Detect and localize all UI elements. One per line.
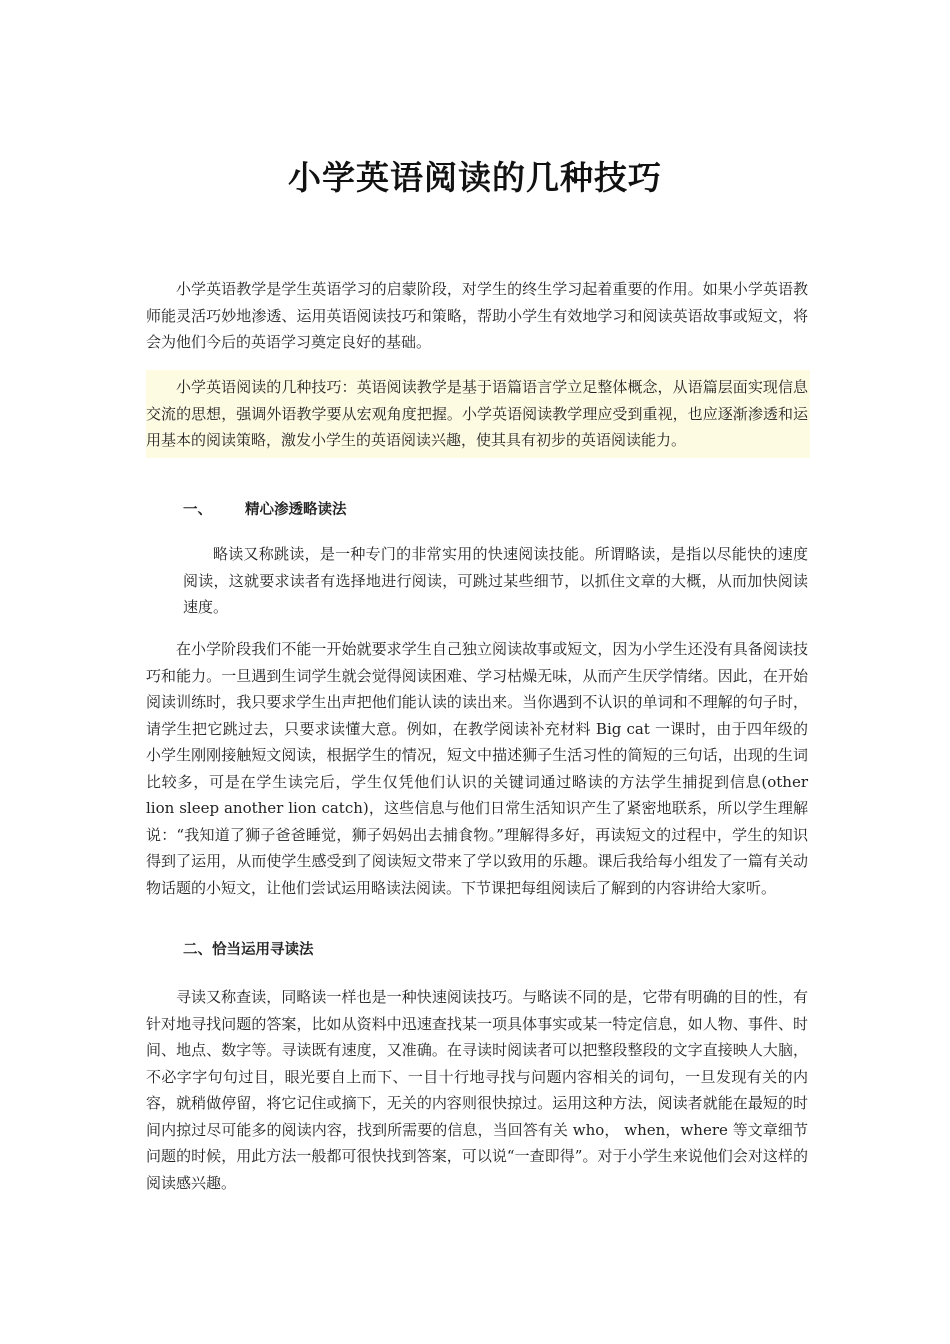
section1-definition: 略读又称跳读，是一种专门的非常实用的快速阅读技能。所谓略读，是指以尽能快的速度阅读，这就要求读者有选择地进行阅读，可跳过某些细节，以抓住文章的大概，从而加快阅读速度。 <box>183 545 808 616</box>
intro-paragraph: 小学英语教学是学生英语学习的启蒙阶段，对学生的终生学习起着重要的作用。如果小学英语教师能灵活巧妙地渗透、运用英语阅读技巧和策略，帮助小学生有效地学习和阅读英语故事或短文，将会为他们今后的英语学习奠定良好的基础。 <box>146 280 808 351</box>
document-title: 小学英语阅读的几种技巧 <box>288 158 662 197</box>
section1-body: 在小学阶段我们不能一开始就要求学生自己独立阅读故事或短文，因为小学生还没有具备阅读技巧和能力。一旦遇到生词学生就会觉得阅读困难、学习枯燥无味，从而产生厌学情绪。因此，在开始阅读训练时，我只要求学生出声把他们能认读的读出来。当你遇到不认识的单词和不理解的句子时，请学生把它跳过去，只要求读懂大意。例如，在教学阅读补充材料 Big cat 一课时，由于四年级的小学生刚刚接触短文阅读，根据学生的情况，短文中描述狮子生活习性的简短的三句话，出现的生词比较多，可是在学生读完后，学生仅凭他们认识的关键词通过略读的方法学生捕捉到信息(other lion sleep another lion catch)，这些信息与他们日常生活知识产生了紧密地联系，所以学生理解说：“我知道了狮子爸爸睡觉，狮子妈妈出去捕食物。”理解得多好，再读短文的过程中，学生的知识得到了运用，从而使学生感受到了阅读短文带来了学以致用的乐趣。课后我给每小组发了一篇有关动物话题的小短文，让他们尝试运用略读法阅读。下节课把每组阅读后了解到的内容讲给大家听。 <box>146 640 808 897</box>
section2-body: 寻读又称查读，同略读一样也是一种快速阅读技巧。与略读不同的是，它带有明确的目的性，有针对地寻找问题的答案，比如从资料中迅速查找某一项具体事实或某一特定信息，如人物、事件、时间、地点、数字等。寻读既有速度，又准确。在寻读时阅读者可以把整段整段的文字直接映人大脑，不必字字句句过目，眼光要自上而下、一目十行地寻找与问题内容相关的词句，一旦发现有关的内容，就稍做停留，将它记住或摘下，无关的内容则很快掠过。运用这种方法，阅读者就能在最短的时间内掠过尽可能多的阅读内容，找到所需要的信息，当回答有关 who， when，where 等文章细节问题的时候，用此方法一般都可很快找到答案，可以说“一查即得”。对于小学生来说他们会对这样的阅读感兴趣。 <box>146 988 808 1192</box>
section2-heading: 二、恰当运用寻读法 <box>183 942 314 958</box>
section1-title: 精心渗透略读法 <box>245 502 347 518</box>
section1-number: 一、 <box>183 502 212 518</box>
summary-paragraph: 小学英语阅读的几种技巧：英语阅读教学是基于语篇语言学立足整体概念，从语篇层面实现信息交流的思想，强调外语教学要从宏观角度把握。小学英语阅读教学理应受到重视，也应逐渐渗透和运用基本的阅读策略，激发小学生的英语阅读兴趣，使其具有初步的英语阅读能力。 <box>146 370 810 458</box>
section1-heading <box>183 498 347 519</box>
